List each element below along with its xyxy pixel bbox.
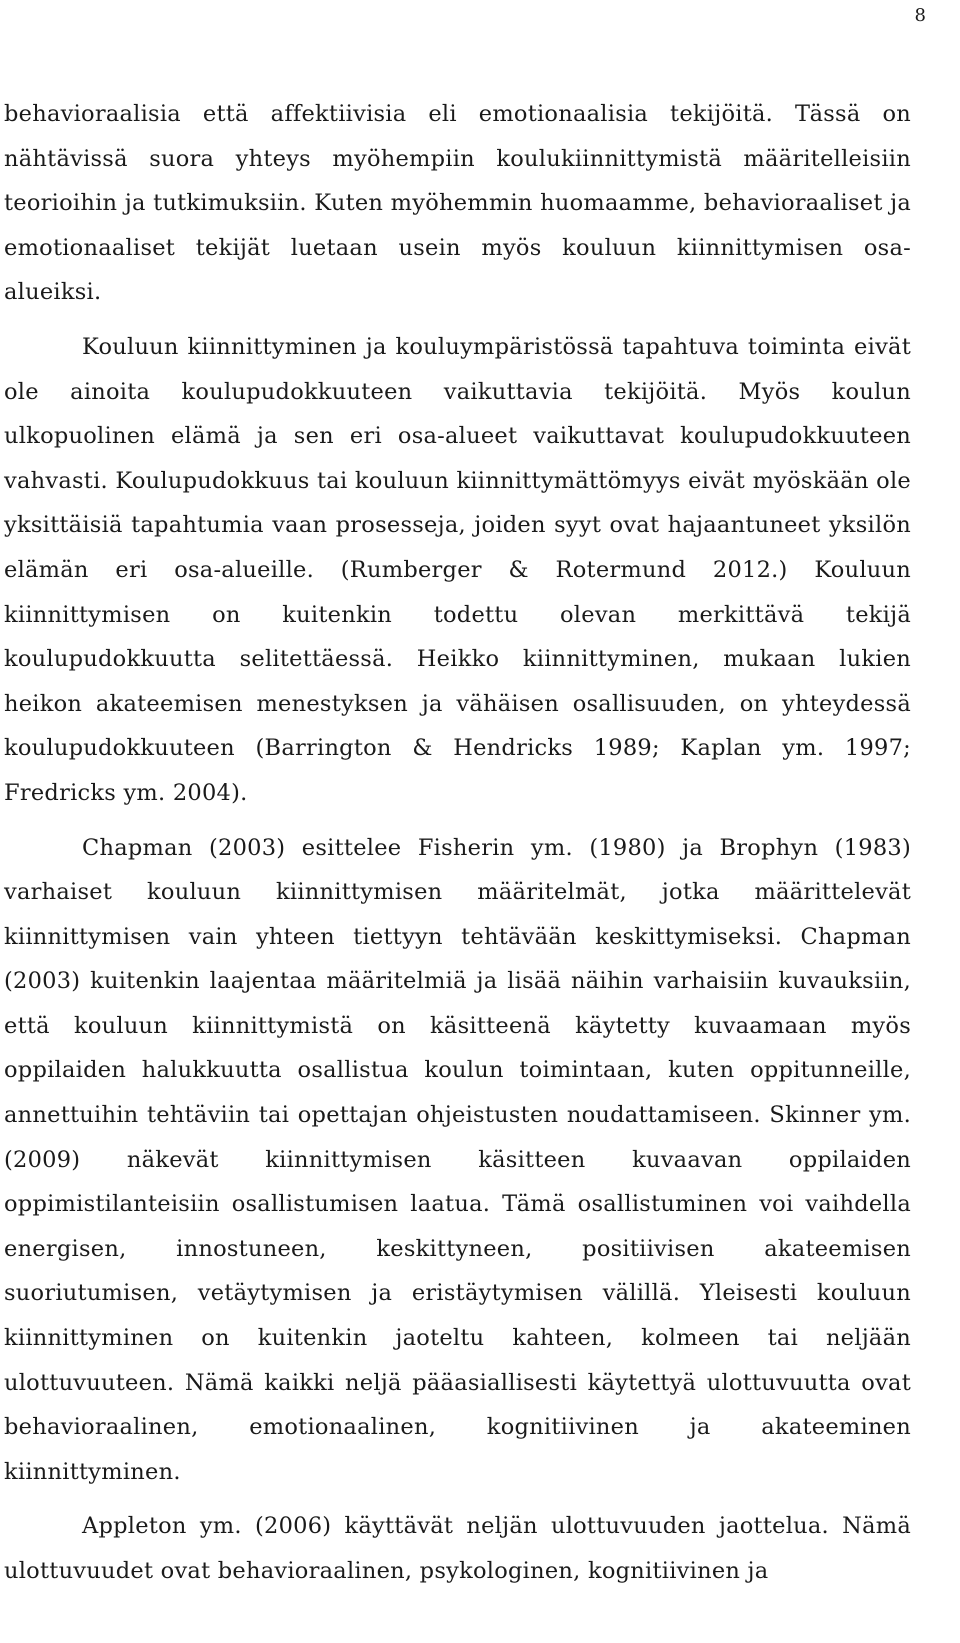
paragraph-1: behavioraalisia että affektiivisia eli emotionaalisia tekijöitä. Tässä on nähtävissä suora yhteys myöhempiin koulukiinnittymistä määritelleisiin teorioihin ja tutkimuksiin. Kuten myöhemmin huomaamme, behavioraaliset ja emotionaaliset tekijät luetaan usein myös kouluun kiinnittymisen osa-alueiksi. [4,101,911,306]
paragraph-3: Chapman (2003) esittelee Fisherin ym. (1980) ja Brophyn (1983) varhaiset kouluun kiinnittymisen määritelmät, jotka määrittelevät kiinnittymisen vain yhteen tiettyyn tehtävään keskittymiseksi. Chapman (2003) kuitenkin laajentaa määritelmiä ja lisää näihin varhaisiin kuvauksiin, että kouluun kiinnittymistä on käsitteenä käytetty kuvaamaan myös oppilaiden halukkuutta osallistua koulun toimintaan, kuten oppitunneille, annettuihin tehtäviin tai opettajan ohjeistusten noudattamiseen. Skinner ym. (2009) näkevät kiinnittymisen käsitteen kuvaavan oppilaiden oppimistilanteisiin osallistumisen laatua. Tämä osallistuminen voi vaihdella energisen, innostuneen, keskittyneen, positiivisen akateemisen suoriutumisen, vetäytymisen ja eristäytymisen välillä. Yleisesti kouluun kiinnittyminen on kuitenkin jaoteltu kahteen, kolmeen tai neljään ulottuvuuteen. Nämä kaikki neljä pääasiallisesti käytettyä ulottuvuutta ovat behavioraalinen, emotionaalinen, kognitiivinen ja akateeminen kiinnittyminen. [4,834,911,1485]
paragraph-4: Appleton ym. (2006) käyttävät neljän ulottuvuuden jaottelua. Nämä ulottuvuudet ovat behavioraalinen, psykologinen, kognitiivinen ja [4,1513,911,1584]
body-text [4,92,911,1594]
page-number: 8 [914,5,926,26]
paragraph-2: Kouluun kiinnittyminen ja kouluympäristössä tapahtuva toiminta eivät ole ainoita koulupudokkuuteen vaikuttavia tekijöitä. Myös koulun ulkopuolinen elämä ja sen eri osa-alueet vaikuttavat koulupudokkuuteen vahvasti. Koulupudokkuus tai kouluun kiinnittymättömyys eivät myöskään ole yksittäisiä tapahtumia vaan prosesseja, joiden syyt ovat hajaantuneet yksilön elämän eri osa-alueille. (Rumberger & Rotermund 2012.) Kouluun kiinnittymisen on kuitenkin todettu olevan merkittävä tekijä koulupudokkuutta selitettäessä. Heikko kiinnittyminen, mukaan lukien heikon akateemisen menestyksen ja vähäisen osallisuuden, on yhteydessä koulupudokkuuteen (Barrington & Hendricks 1989; Kaplan ym. 1997; Fredricks ym. 2004). [4,333,911,806]
